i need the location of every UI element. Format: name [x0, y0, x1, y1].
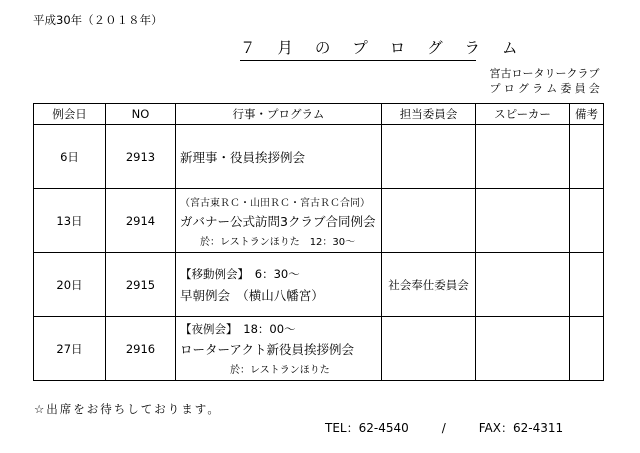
- row-program: [176, 317, 382, 381]
- row-committee: [382, 317, 476, 381]
- row-number: 2913: [106, 125, 176, 189]
- attendance-note: ☆出席をお待ちしております。: [34, 402, 221, 416]
- schedule-table: [33, 103, 604, 381]
- row-number: 2916: [106, 317, 176, 381]
- row-speaker: [476, 253, 570, 317]
- row-remarks: [570, 253, 604, 317]
- contact-separator: /: [441, 421, 446, 435]
- row-committee: [382, 125, 476, 189]
- tel-number: TEL：62-4540: [325, 421, 409, 435]
- row-date: 13日: [34, 189, 106, 253]
- row-program: [176, 189, 382, 253]
- club-name: 宮古ロータリークラブ: [489, 67, 600, 80]
- table-row: [34, 253, 604, 317]
- program-pre: 【移動例会】 6：30～: [180, 266, 300, 281]
- row-remarks: [570, 125, 604, 189]
- row-date: 20日: [34, 253, 106, 317]
- row-remarks: [570, 189, 604, 253]
- organization-block: [490, 66, 604, 96]
- program-post: 於：レストランほりた 12：30～: [200, 236, 356, 248]
- program-main: 新理事・役員挨拶例会: [180, 149, 306, 165]
- row-program: [176, 253, 382, 317]
- contact-info: [325, 419, 563, 436]
- row-number: 2914: [106, 189, 176, 253]
- row-program: [176, 125, 382, 189]
- row-remarks: [570, 317, 604, 381]
- column-header-program: 行事・プログラム: [176, 104, 382, 125]
- program-main: ローターアクト新役員挨拶例会: [180, 342, 355, 357]
- program-main: ガバナー公式訪問3クラブ合同例会: [180, 213, 376, 229]
- table-header-row: [34, 104, 604, 125]
- program-main: 早朝例会 （横山八幡宮）: [180, 287, 324, 303]
- program-pre: 【夜例会】 18：00～: [180, 322, 296, 336]
- row-speaker: [476, 189, 570, 253]
- table-row: [34, 317, 604, 381]
- column-header-date: 例会日: [34, 104, 106, 125]
- row-speaker: [476, 125, 570, 189]
- document-title: ７ 月 の プ ロ グ ラ ム: [240, 36, 476, 61]
- program-pre: （宮古東ＲＣ・山田ＲＣ・宮古ＲＣ合同）: [180, 197, 370, 209]
- table-row: [34, 125, 604, 189]
- row-date: 27日: [34, 317, 106, 381]
- column-header-no: NO: [106, 104, 176, 125]
- row-committee: 社会奉仕委員会: [382, 253, 476, 317]
- row-date: 6日: [34, 125, 106, 189]
- column-header-committee: 担当委員会: [382, 104, 476, 125]
- committee-name: プログラム委員会: [489, 82, 603, 95]
- row-speaker: [476, 317, 570, 381]
- column-header-remarks: 備考: [570, 104, 604, 125]
- column-header-speaker: スピーカー: [476, 104, 570, 125]
- fax-number: FAX：62-4311: [478, 421, 564, 435]
- row-committee: [382, 189, 476, 253]
- document-date: 平成30年（２０１８年）: [33, 13, 163, 27]
- table-row: [34, 189, 604, 253]
- row-number: 2915: [106, 253, 176, 317]
- program-post: 於：レストランほりた: [230, 365, 330, 376]
